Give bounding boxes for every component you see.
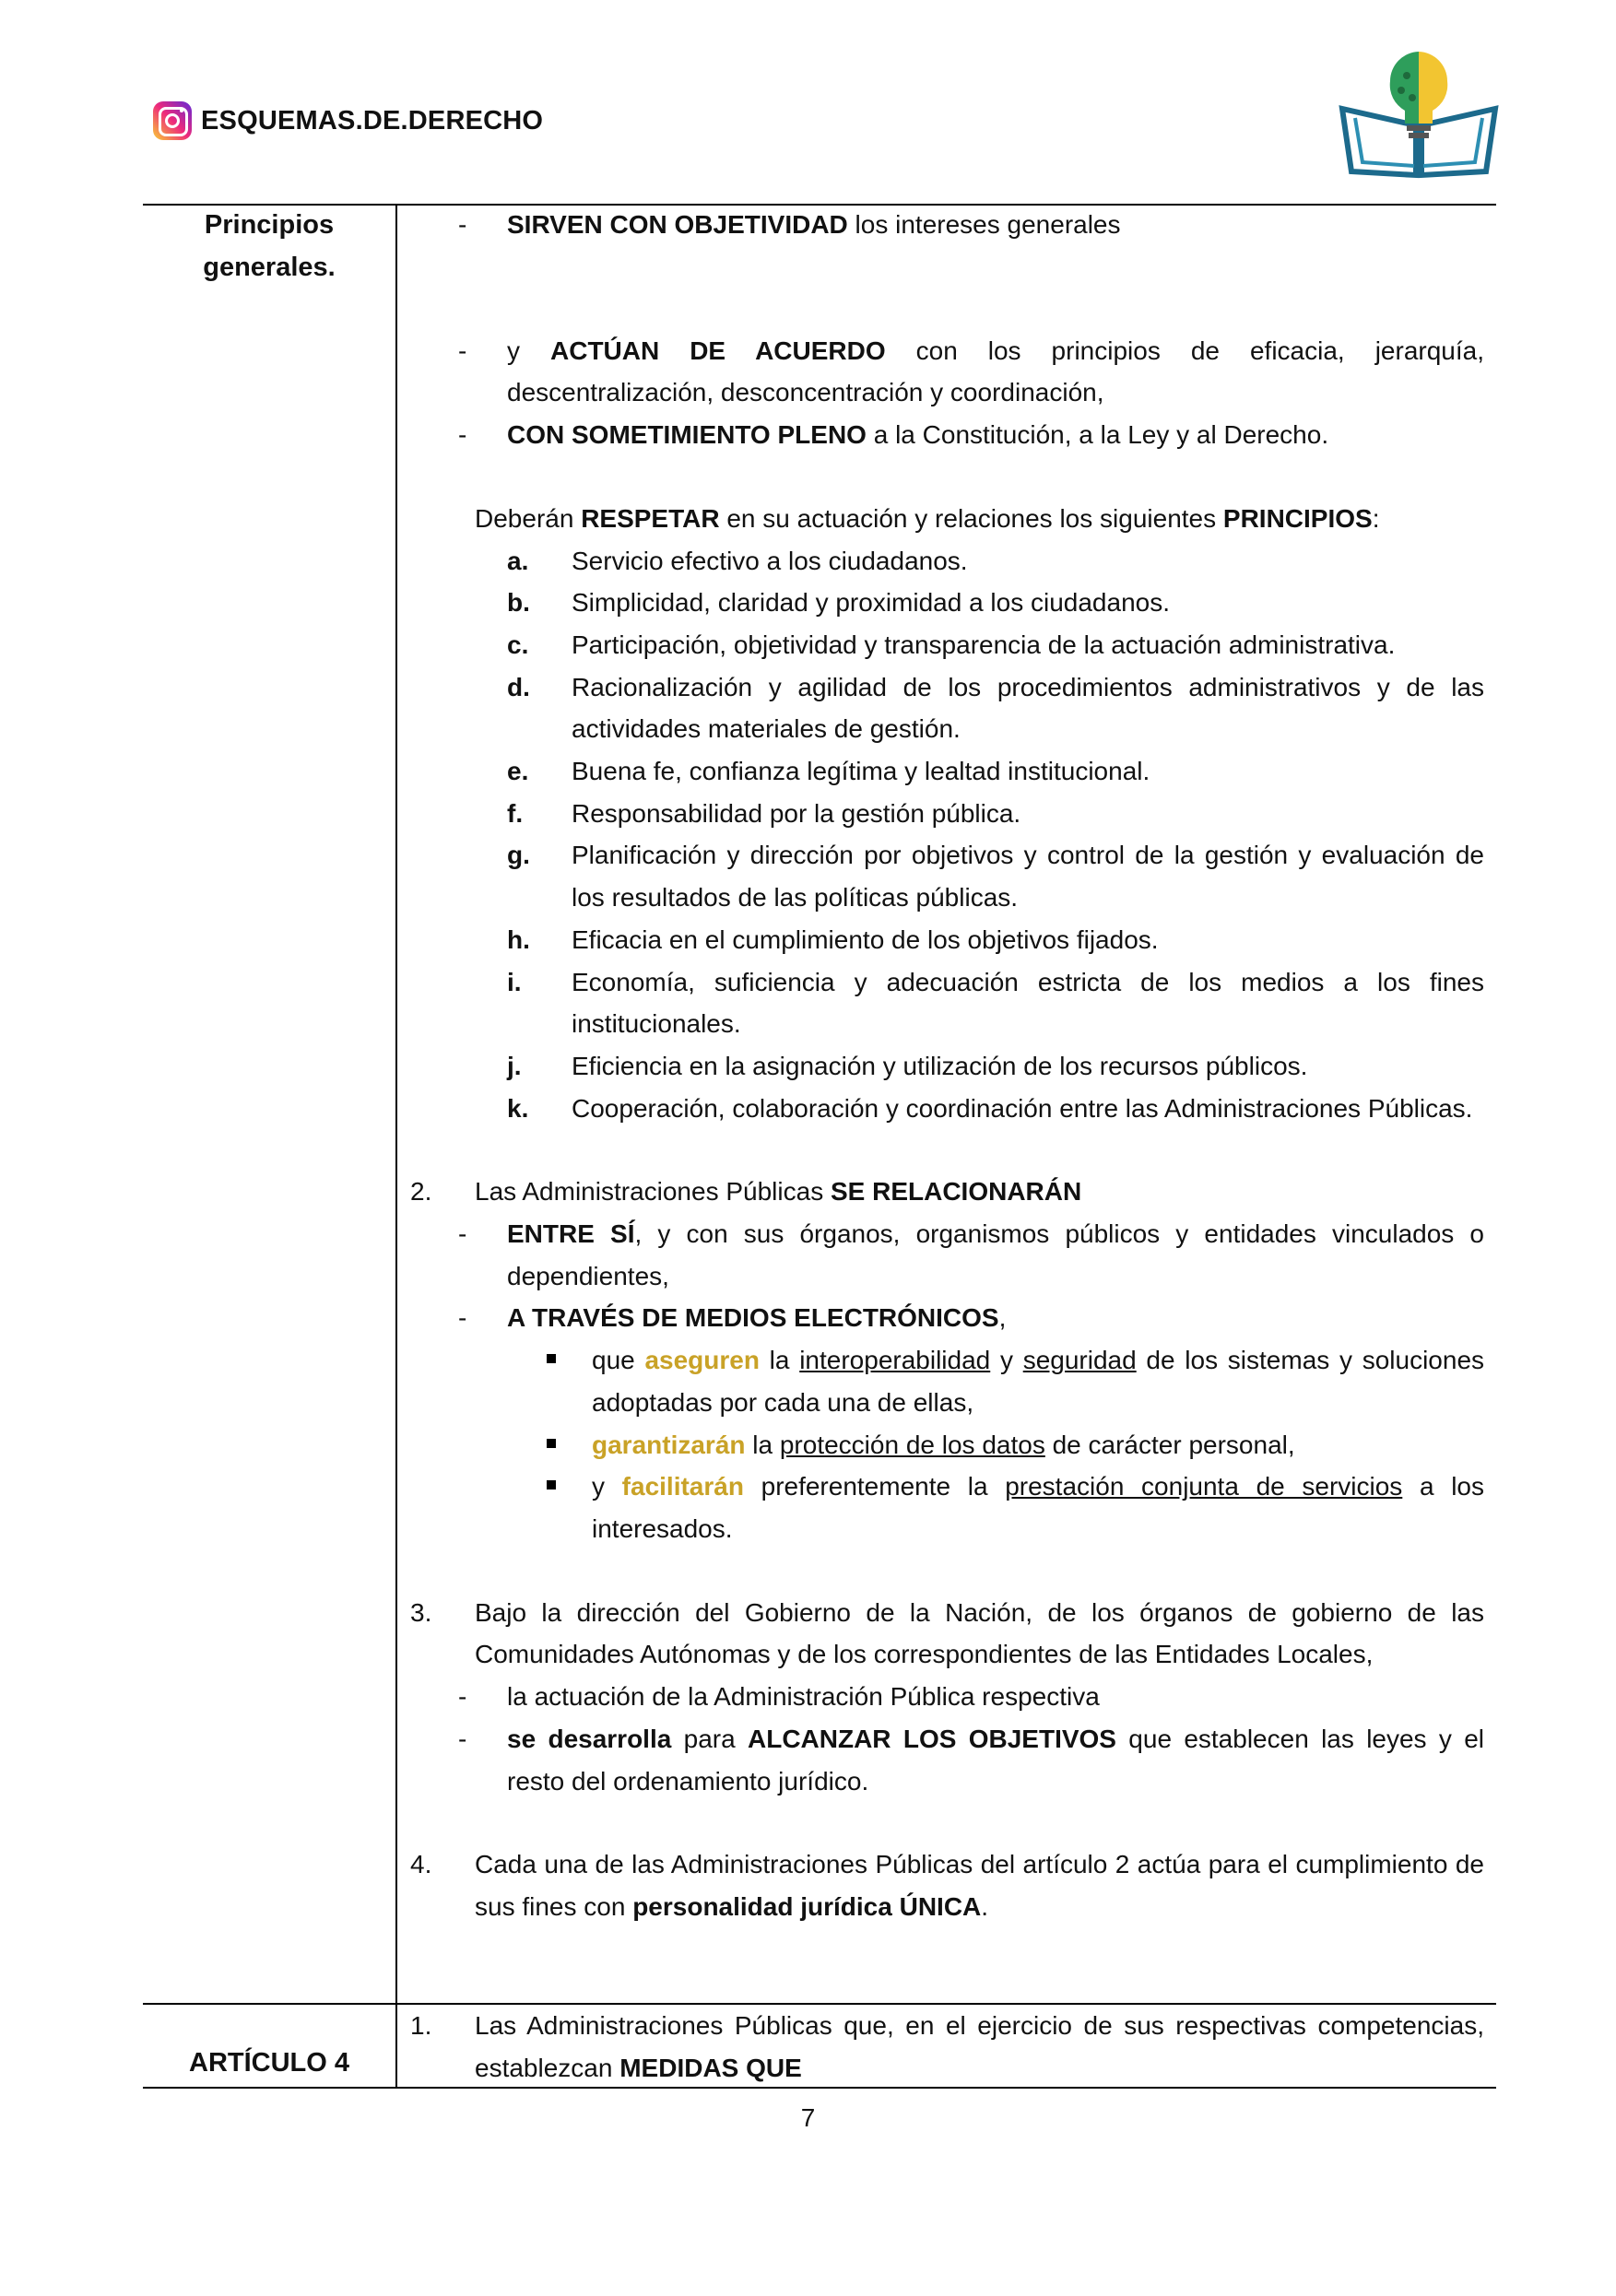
bold-text: ENTRE SÍ [507, 1219, 635, 1249]
text: . [981, 1891, 989, 1921]
text: la [759, 1346, 800, 1375]
brand-name: ESQUEMAS.DE.DERECHO [201, 105, 544, 135]
text: y [990, 1346, 1023, 1375]
principle-text: Racionalización y agilidad de los procedimientos administrativos y de las actividades materiales de gestión. [572, 672, 1484, 744]
principle-item [410, 834, 1484, 918]
square-bullet-icon [547, 1354, 556, 1363]
principle-letter: c. [507, 630, 529, 659]
text: en su actuación y relaciones los siguientes [719, 503, 1223, 533]
text: Las Administraciones Públicas [475, 1177, 831, 1207]
bold-text: personalidad jurídica ÚNICA [632, 1891, 982, 1921]
principle-text: Eficiencia en la asignación y utilización de los recursos públicos. [572, 1051, 1308, 1080]
row-label-principios [143, 204, 395, 288]
section-2 [410, 1171, 1484, 1213]
bullet-item [410, 1339, 1484, 1423]
text: preferentemente la [743, 1472, 1006, 1501]
dash: - [458, 1303, 467, 1333]
bold-text: se desarrolla [507, 1724, 672, 1753]
text: Las Administraciones Públicas que, en el ejercicio de sus respectivas competencias, establezcan [475, 2011, 1484, 2082]
square-bullet-icon [547, 1439, 556, 1448]
text: que establecen las leyes y el resto del ordenamiento jurídico. [507, 1724, 1484, 1796]
principios-content [410, 204, 1484, 1928]
row-label-line1: Principios [204, 210, 335, 240]
principle-text: Buena fe, confianza legítima y lealtad institucional. [572, 757, 1150, 786]
principle-text: Eficacia en el cumplimiento de los objetivos fijados. [572, 924, 1159, 954]
principle-letter: k. [507, 1093, 529, 1123]
bold-text: CON SOMETIMIENTO PLENO [507, 420, 867, 450]
principle-letter: b. [507, 588, 530, 618]
text: , y con sus órganos, organismos públicos y entidades vinculados o dependientes, [507, 1219, 1484, 1290]
section-number: 4. [410, 1850, 432, 1879]
text: que [592, 1346, 645, 1375]
bullet-item [410, 1424, 1484, 1466]
principle-item [410, 624, 1484, 666]
principle-letter: f. [507, 798, 524, 828]
bold-text: ACTÚAN DE ACUERDO [550, 336, 886, 365]
principle-letter: g. [507, 841, 530, 870]
bold-text: SE RELACIONARÁN [830, 1177, 1082, 1207]
text: a los interesados. [592, 1472, 1484, 1543]
section-3 [410, 1592, 1484, 1676]
list-item [410, 1213, 1484, 1297]
square-bullet-icon [547, 1480, 556, 1489]
articulo-4-content [410, 2005, 1484, 2089]
principle-text: Servicio efectivo a los ciudadanos. [572, 546, 968, 575]
principle-letter: h. [507, 924, 530, 954]
principle-text: Simplicidad, claridad y proximidad a los ciudadanos. [572, 588, 1171, 618]
principle-letter: e. [507, 757, 529, 786]
bold-text: A TRAVÉS DE MEDIOS ELECTRÓNICOS [507, 1303, 999, 1333]
text: y [592, 1472, 622, 1501]
text: los intereses generales [847, 210, 1121, 239]
row-label-articulo-4: ARTÍCULO 4 [189, 2048, 349, 2078]
bold-text: RESPETAR [581, 503, 720, 533]
list-item [410, 204, 1484, 246]
underlined-text: interoperabilidad [799, 1346, 991, 1375]
text: , [998, 1303, 1007, 1333]
bold-text: MEDIDAS QUE [619, 2053, 802, 2082]
list-item [410, 1676, 1484, 1718]
text: Deberán [475, 503, 582, 533]
principle-item [410, 961, 1484, 1045]
principle-text: Economía, suficiencia y adecuación estricta de los medios a los fines institucionales. [572, 967, 1484, 1039]
section-number: 1. [410, 2011, 432, 2040]
principle-item [410, 1045, 1484, 1088]
lightbulb-book-logo [1335, 44, 1503, 183]
bold-text: ALCANZAR LOS OBJETIVOS [748, 1724, 1116, 1753]
list-item [410, 330, 1484, 414]
principle-letter: a. [507, 546, 529, 575]
text: con los principios de eficacia, jerarquía, descentralización, desconcentración y coordinación, [507, 336, 1484, 407]
dash: - [458, 210, 467, 239]
principle-text: Participación, objetividad y transparencia de la actuación administrativa. [572, 630, 1396, 659]
instagram-icon [153, 101, 192, 140]
text: la actuación de la Administración Pública respectiva [507, 1682, 1100, 1712]
principle-item [410, 540, 1484, 583]
principle-letter: i. [507, 967, 522, 996]
dash: - [458, 1682, 467, 1712]
page-number: 7 [800, 2103, 816, 2132]
text: a la Constitución, a la Ley y al Derecho. [866, 420, 1329, 450]
list-item [410, 1297, 1484, 1339]
principle-text: Planificación y dirección por objetivos y control de la gestión y evaluación de los resultados de las políticas públicas. [572, 841, 1484, 913]
principle-item [410, 666, 1484, 750]
list-item [410, 414, 1484, 456]
highlight-text: aseguren [644, 1346, 760, 1375]
text: Cada una de las Administraciones Públicas del artículo 2 actúa para el cumplimiento de sus fines con [475, 1850, 1484, 1921]
principle-item [410, 919, 1484, 961]
list-item [410, 1718, 1484, 1802]
principle-letter: d. [507, 672, 530, 701]
section-number: 3. [410, 1597, 432, 1627]
section-number: 2. [410, 1177, 432, 1207]
underlined-text: protección de los datos [779, 1430, 1045, 1459]
text: : [1372, 503, 1380, 533]
page-header [153, 101, 543, 140]
bullet-item [410, 1466, 1484, 1549]
principle-letter: j. [507, 1051, 522, 1080]
bold-text: SIRVEN CON OBJETIVIDAD [507, 210, 848, 239]
underlined-text: prestación conjunta de servicios [1005, 1472, 1403, 1501]
principle-text: Cooperación, colaboración y coordinación entre las Administraciones Públicas. [572, 1093, 1473, 1123]
row-label-line2: generales. [203, 253, 336, 282]
text: de carácter personal, [1044, 1430, 1295, 1459]
principle-item [410, 750, 1484, 793]
dash: - [458, 336, 467, 365]
text: la [745, 1430, 780, 1459]
section-1 [410, 2005, 1484, 2089]
principles-list [410, 540, 1484, 1130]
principle-item [410, 793, 1484, 835]
column-divider [395, 204, 397, 2087]
text: y [507, 336, 550, 365]
text: de los sistemas y soluciones adoptadas por cada una de ellas, [592, 1346, 1485, 1417]
bold-text: PRINCIPIOS [1222, 503, 1373, 533]
highlight-text: facilitarán [621, 1472, 744, 1501]
text: Bajo la dirección del Gobierno de la Nación, de los órganos de gobierno de las Comunidades Autónomas y de los correspondientes de las Entidades Locales, [475, 1597, 1484, 1669]
section-4 [410, 1843, 1484, 1927]
text: para [671, 1724, 748, 1753]
dash: - [458, 420, 467, 450]
principles-intro [475, 498, 1484, 540]
principle-text: Responsabilidad por la gestión pública. [572, 798, 1021, 828]
highlight-text: garantizarán [592, 1430, 746, 1459]
dash: - [458, 1219, 467, 1249]
underlined-text: seguridad [1022, 1346, 1137, 1375]
principle-item [410, 1088, 1484, 1130]
principle-item [410, 582, 1484, 624]
dash: - [458, 1724, 467, 1753]
